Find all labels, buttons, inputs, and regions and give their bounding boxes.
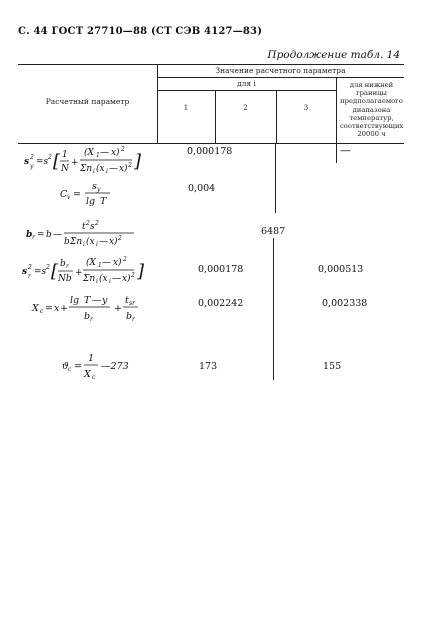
svg-text:s: s [24, 157, 30, 167]
svg-text:+: + [71, 158, 79, 168]
svg-text:—: — [53, 230, 62, 240]
header-col-3: 3 [303, 104, 309, 112]
svg-text:x: x [122, 274, 128, 284]
svg-text:=s: =s [36, 157, 49, 167]
svg-text:2: 2 [95, 220, 99, 227]
svg-text:—: — [102, 258, 111, 268]
svg-text:]: ] [137, 261, 145, 282]
svg-text:(X: (X [84, 148, 94, 158]
header-col-1: 1 [183, 104, 189, 112]
svg-text:=s: =s [34, 267, 47, 277]
svg-text:x: x [113, 258, 119, 268]
svg-text:x: x [111, 148, 117, 158]
svg-text:r: r [32, 234, 35, 241]
svg-text:i: i [93, 168, 95, 175]
value-s2y-col1: 0,000178 [187, 146, 233, 157]
svg-text:Nb: Nb [58, 274, 72, 284]
svg-text:2: 2 [131, 272, 135, 279]
svg-text:b: b [60, 259, 66, 269]
svg-text:t: t [125, 295, 129, 306]
svg-text:=: = [45, 303, 53, 314]
value-s2r-col2: 0,000513 [318, 264, 364, 275]
svg-text:r: r [132, 316, 135, 323]
svg-text:): ) [127, 274, 131, 284]
svg-text:]: ] [134, 151, 142, 172]
svg-text:=: = [74, 361, 82, 372]
svg-text:t: t [82, 222, 86, 232]
svg-text:2: 2 [118, 235, 122, 242]
svg-text:r: r [28, 273, 31, 280]
svg-text:c: c [68, 366, 72, 373]
header-for-i: для i [237, 79, 256, 88]
value-theta-col2: 155 [323, 361, 342, 372]
column-divider-2 [215, 90, 216, 144]
svg-text:r: r [66, 263, 69, 270]
svg-text:sr: sr [129, 300, 135, 307]
svg-text:2: 2 [28, 264, 32, 271]
svg-text:N: N [61, 164, 69, 174]
header-parameter-values: Значение расчетного параметра [215, 66, 346, 75]
svg-text:—: — [109, 164, 118, 174]
svg-text:i: i [96, 278, 98, 285]
svg-text:s: s [90, 222, 95, 232]
formula-theta [60, 352, 150, 388]
svg-text:v: v [67, 194, 71, 201]
svg-text:(X: (X [86, 258, 96, 268]
svg-text:Σn: Σn [70, 237, 83, 247]
svg-text:i: i [106, 168, 108, 175]
svg-text:s: s [22, 267, 28, 277]
column-divider-3 [276, 90, 277, 144]
svg-text:b: b [126, 311, 133, 322]
svg-text:C: C [60, 189, 68, 200]
svg-text:2: 2 [46, 264, 50, 271]
value-cv-col1: 0,004 [188, 183, 216, 194]
svg-text:2: 2 [121, 146, 125, 153]
svg-text:(x: (x [99, 274, 108, 284]
value-xc-col2: 0,002338 [322, 298, 368, 309]
formula-br [24, 218, 144, 256]
svg-text:1: 1 [62, 150, 68, 160]
table-continuation-caption: Продолжение табл. 14 [267, 49, 400, 61]
svg-text:(x: (x [86, 237, 95, 247]
svg-text:lg: lg [70, 295, 80, 306]
svg-text:[: [ [53, 151, 61, 172]
value-s2r-col1: 0,000178 [198, 264, 244, 275]
svg-text:x: x [109, 237, 115, 247]
svg-text:+: + [114, 303, 122, 314]
svg-text:+: + [60, 303, 68, 314]
svg-text:—: — [112, 274, 121, 284]
svg-text:): ) [124, 164, 128, 174]
svg-text:—: — [99, 237, 108, 247]
svg-text:2: 2 [48, 154, 52, 161]
svg-text:1: 1 [98, 262, 102, 269]
svg-text:(x: (x [96, 164, 105, 174]
svg-text:—273: —273 [101, 361, 129, 372]
svg-text:—: — [100, 148, 109, 158]
svg-text:c: c [92, 374, 96, 381]
svg-text:b: b [64, 237, 70, 247]
formula-xc [30, 292, 150, 330]
header-col-2: 2 [243, 104, 248, 112]
svg-text:): ) [116, 148, 120, 158]
svg-text:[: [ [51, 261, 59, 282]
svg-text:Σn: Σn [83, 274, 96, 284]
svg-text:2: 2 [30, 154, 34, 161]
svg-text:): ) [118, 258, 122, 268]
body-divider-col3 [336, 143, 337, 163]
formula-cv [58, 178, 138, 214]
for-i-subheader-rule [157, 90, 336, 91]
svg-text:X: X [32, 303, 39, 314]
page-header: С. 44 ГОСТ 27710—88 (СТ СЭВ 4127—83) [18, 26, 263, 37]
svg-text:ϑ: ϑ [62, 361, 69, 372]
svg-text:s: s [92, 181, 97, 192]
svg-text:+: + [75, 268, 83, 278]
svg-text:lg: lg [86, 196, 96, 207]
header-lower-bound: для нижней границы предполагаемого диапазона температур, соответствующих 20000 ч [340, 81, 404, 139]
svg-text:X: X [84, 369, 91, 380]
table-top-rule [18, 64, 404, 65]
value-theta-col1: 173 [199, 361, 218, 372]
svg-text:b: b [84, 311, 91, 322]
svg-text:y: y [102, 295, 108, 306]
header-calc-parameter: Расчетный параметр [45, 97, 130, 106]
svg-text:y: y [30, 163, 34, 170]
body-divider-lower [273, 238, 274, 380]
svg-text:=: = [37, 230, 45, 240]
svg-text:x: x [119, 164, 125, 174]
svg-text:=: = [73, 189, 81, 200]
value-xc-col1: 0,002242 [198, 298, 244, 309]
values-subheader-rule [157, 77, 404, 78]
body-divider-col2 [275, 143, 276, 213]
svg-text:x: x [54, 303, 60, 314]
svg-text:2: 2 [128, 162, 132, 169]
column-divider-4 [336, 77, 337, 144]
svg-text:1: 1 [88, 353, 95, 364]
svg-text:1: 1 [96, 152, 100, 159]
svg-text:): ) [114, 237, 118, 247]
svg-text:b: b [46, 230, 52, 240]
svg-text:i: i [83, 241, 85, 248]
value-s2y-lower: — [340, 144, 351, 157]
svg-text:y: y [97, 186, 101, 193]
value-br-all: 6487 [261, 226, 286, 237]
svg-text:i: i [109, 278, 111, 285]
svg-text:b: b [26, 230, 33, 240]
svg-text:T: T [84, 295, 91, 306]
svg-text:c: c [40, 308, 44, 315]
svg-text:—: — [92, 295, 102, 306]
svg-text:2: 2 [123, 256, 127, 263]
svg-text:2: 2 [86, 220, 90, 227]
svg-text:T: T [100, 196, 107, 207]
svg-text:i: i [96, 241, 98, 248]
svg-text:Σn: Σn [80, 164, 93, 174]
svg-text:r: r [90, 316, 93, 323]
